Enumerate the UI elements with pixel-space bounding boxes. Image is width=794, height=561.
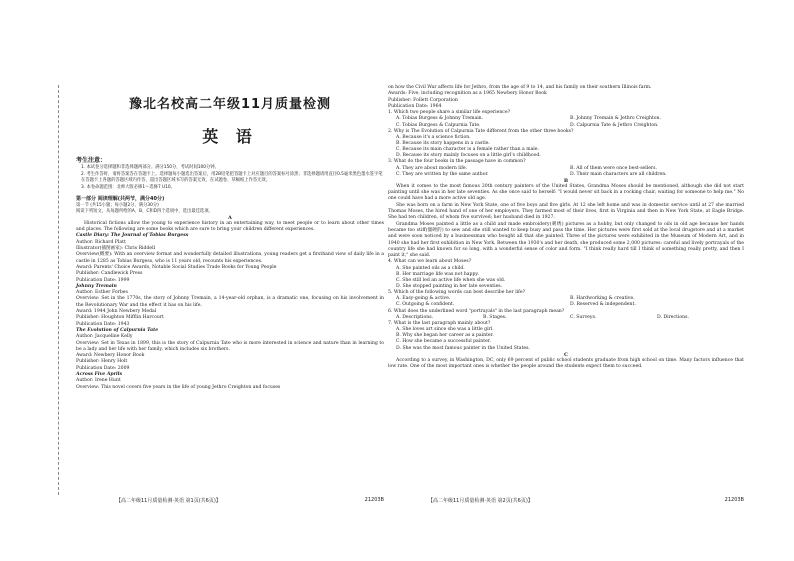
- answer-option: B. Because its story happens in a castle.: [396, 141, 490, 147]
- question-stem: 5. Which of the following words can best describe her life?: [388, 290, 526, 296]
- notice-item: 3. 本卷命题范围：北师大版必修1～选修7 U10。: [81, 184, 175, 190]
- exam-title: 豫北名校高二年级11月质量检测: [128, 97, 332, 112]
- footer-page-label: 【高二年级11月质量检测·英语 第2页(共6页)】: [428, 498, 533, 504]
- answer-option: C. They are written by the same author.: [396, 171, 489, 177]
- book-detail: Awards: Five, including recognition as a 1965 Newbery Honor Book: [388, 91, 547, 97]
- answer-option: A. Easy-going & active.: [396, 296, 451, 302]
- answer-option: D. She stopped painting in her late seventies.: [396, 283, 503, 289]
- notice-heading: 考生注意：: [76, 157, 107, 164]
- answer-option-row: [388, 123, 744, 129]
- answer-option: A. They are about modern life.: [396, 165, 468, 171]
- answer-option: C. Surveys.: [570, 314, 597, 320]
- passage-c-letter: C: [564, 351, 568, 358]
- answer-option-row: [388, 172, 744, 178]
- book-detail: Illustrator(插图画家): Chris Riddell: [76, 246, 156, 252]
- page-two: [388, 85, 744, 497]
- passage-b-letter: B: [563, 177, 569, 184]
- part-heading: 第一部分 阅读理解(共两节，满分40分): [76, 196, 165, 203]
- book-list: [76, 233, 384, 390]
- answer-option: C. She still led an active life when she was old.: [396, 277, 506, 283]
- book-detail: on how the Civil War affects life for Jethro, from the age of 9 to 14, and his family on their southern Illinois farm.: [388, 85, 652, 90]
- answer-option: C. Because its main character is a female rather than a male.: [396, 147, 539, 153]
- answer-option: A. She loves art since she was a little girl.: [396, 327, 494, 333]
- answer-option: B. All of them were once best-sellers.: [570, 165, 657, 171]
- passage-a-intro: Historical fictions allow the young to experience history in an entertaining way, to meet people or to learn about other times and places. The following are some books which are sure to bring your children different experiences.: [76, 220, 384, 233]
- book-detail: Publisher: Candlewick Press: [76, 271, 143, 277]
- answer-option: A. Because it's a science fiction.: [396, 134, 471, 140]
- book-detail: Publication Date: 1999: [76, 277, 130, 283]
- book-detail: Overview: Set in Texas in 1899, this is the story of Calpurnia Tate who is more interested in science and nature than in learning to be a lady and her life with her family, which includes six brothers.: [76, 340, 384, 352]
- book-detail: Award: 1944 John Newbery Medal: [76, 309, 157, 315]
- book-detail: Author: Irene Hunt: [76, 378, 121, 384]
- book-title: Johnny Tremain: [76, 283, 117, 289]
- answer-option: C. How she became a successful painter.: [396, 339, 491, 345]
- passage-b-paragraph: When it comes to the most famous 20th century painters of the United States, Grandma Moses should be mentioned, although she did not start painting until she was in her late seventies. As she once said to herself: "I would never sit back in a rocking chair, waiting for someone to help me." No one could have had a more active old age.: [388, 183, 744, 202]
- answer-option: B. Her marriage life was not happy.: [396, 271, 479, 277]
- book-detail: Publisher: Houghton Mifflin Harcourt: [76, 315, 164, 321]
- notice-item: 2. 考生作答时，请将答案答在答题卡上。选择题每小题选出答案后，用2B铅笔把答题卡上对应题目的答案标号涂黑；非选择题请用直径0.5毫米黑色墨水签字笔在答题卡上各题的答题区域内作答，超出答题区域书写的答案无效，在试题卷、草稿纸上作答无效。: [81, 171, 383, 184]
- answer-option: A. Tobias Burgess & Johnny Tremain.: [396, 116, 484, 122]
- questions-passage-a: [388, 110, 744, 178]
- book-continuation: [388, 85, 744, 110]
- answer-option: B. Stages.: [483, 314, 507, 320]
- book-detail: Overview: This novel covers five years in the life of young Jethro Creighton and focuses: [76, 384, 281, 390]
- answer-option-row: [388, 302, 744, 308]
- answer-option: D. She was the most famous painter in the United States.: [396, 345, 530, 351]
- answer-option: D. Because its story mainly focuses on a little girl's childhood.: [396, 153, 541, 159]
- footer-code: 21203B: [364, 497, 384, 503]
- passage-c-paragraph: According to a survey, in Washington, DC, only 69 percent of public school students graduate from high school on time. Many factors influence that low rate. One of the most important ones is whether the people around the students expect them to succeed.: [388, 357, 744, 369]
- answer-option: D. Calpurnia Tate & Jethro Creighton.: [570, 122, 659, 128]
- book-detail: Publication Date: 1964: [388, 103, 442, 109]
- book-title: The Evolution of Calpurnia Tate: [76, 327, 159, 333]
- answer-option: C. Outgoing & confident.: [396, 302, 455, 308]
- book-detail: Publisher: Henry Holt: [76, 359, 128, 365]
- book-detail: Publication Date: 1943: [76, 321, 130, 327]
- instructions: 阅读下列短文，从每题所给的A、B、C和D四个选项中，选出最佳选项。: [76, 208, 213, 214]
- book-title: Across Five Aprils: [76, 372, 123, 377]
- answer-option: C. Tobias Burgess & Calpurnia Tate.: [396, 122, 481, 128]
- passage-a-letter: A: [228, 214, 232, 221]
- book-detail: Publication Date: 2009: [76, 365, 130, 371]
- questions-passage-b: [388, 259, 744, 351]
- answer-option: B. Why she began her career as a painter.: [396, 333, 494, 339]
- question-stem: 4. What can we learn about Moses?: [388, 259, 472, 265]
- book-title: Castle Diary: The Journal of Tobias Burgess: [76, 233, 189, 239]
- passage-b-paragraph: Grandma Moses painted a little as a child and made embroidery(刺绣) pictures as a hobby, but only changed to oils in old age because her hands became too stiff(僵硬的) to sew and she still wanted to keep busy and pass the time. Her pictures were first sold at the local drugstore and at a market and were soon noticed by a businessman who bought all that she painted. Three of the pictures were exhibited in the Museum of Modern Art, and in 1940 she had her first exhibition in New York. Between the 1930's and her death, she produced some 2,000 pictures: careful and lively portrayals of the country life she had known for so long, with a wonderful sense of color and form. "I think really hard till I think of something really pretty, and then I paint it," she said.: [388, 221, 744, 259]
- answer-option: A. Descriptions.: [396, 314, 434, 320]
- book-detail: Publisher: Follett Corporation: [388, 97, 458, 103]
- book-detail: Author: Richard Platt: [76, 239, 126, 245]
- question-stem: 3. What do the four books in the passage have in common?: [388, 159, 526, 165]
- footer-code: 21203B: [724, 497, 744, 503]
- answer-option: B. Johnny Tremain & Jethro Creighton.: [570, 116, 661, 122]
- book-detail: Author: Esther Forbes: [76, 290, 128, 296]
- answer-option: B. Hardworking & creative.: [570, 296, 635, 302]
- book-detail: Award: Parents' Choice Awards, Notable Social Studies Trade Books for Young People: [76, 264, 277, 270]
- notice-list: [76, 165, 384, 191]
- footer-page-label: 【高二年级11月质量检测·英语 第1页(共6页)】: [116, 498, 221, 504]
- book-detail: Award: Newbery Honor Book: [76, 353, 145, 359]
- book-detail: Author: Jacqueline Kelly: [76, 334, 133, 340]
- page-two-footer: [388, 497, 744, 504]
- question-stem: 6. What does the underlined word "portrayals" in the last paragraph mean?: [388, 308, 565, 314]
- answer-option: D. Reserved & independent.: [570, 302, 636, 308]
- answer-option: D. Their main characters are all children.: [570, 171, 667, 177]
- answer-option: D. Directions.: [657, 314, 689, 320]
- binding-fold-line: [58, 85, 59, 495]
- subject-title: 英 语: [202, 127, 258, 146]
- notice-item: 1. 本试卷分选择题和非选择题两部分。满分150分，考试时间100分钟。: [81, 165, 219, 170]
- question-stem: 7. What is the last paragraph mainly about?: [388, 320, 491, 326]
- question-stem: 2. Why is The Evolution of Calpurnia Tate different from the other three books?: [388, 128, 574, 134]
- section-heading: 第一节 (共15小题；每小题2分，满分30分): [76, 202, 159, 208]
- passage-b-paragraph: She was born on a farm in New York State, one of five boys and five girls. At 12 she left home and was in domestic service until at 27 she married Thomas Moses, the hired hand of one of her employers. They farmed most of their lives, first in Virginia and then in New York State, at Eagle Bridge. She had ten children, of whom five survived; her husband died in 1927.: [388, 202, 744, 221]
- page-one-footer: [76, 497, 384, 504]
- book-detail: Overview(概要): With an overview format and wonderfully detailed illustrations, young readers get a firsthand view of daily life in a castle in 1285 as Tobias Burgess, who is 11 years old, recounts his experiences.: [76, 252, 384, 264]
- question-stem: 1. Which two people share a similar life experience?: [388, 110, 511, 116]
- passage-b: [388, 184, 744, 260]
- answer-option: A. She painted oils as a child.: [396, 265, 465, 271]
- page-one: [76, 85, 384, 497]
- book-detail: Overview: Set in the 1770s, the story of Johnny Tremain, a 14-year-old orphan, is a dramatic one, focusing on his involvement in the Revolutionary War and the effect it has on his life.: [76, 296, 384, 308]
